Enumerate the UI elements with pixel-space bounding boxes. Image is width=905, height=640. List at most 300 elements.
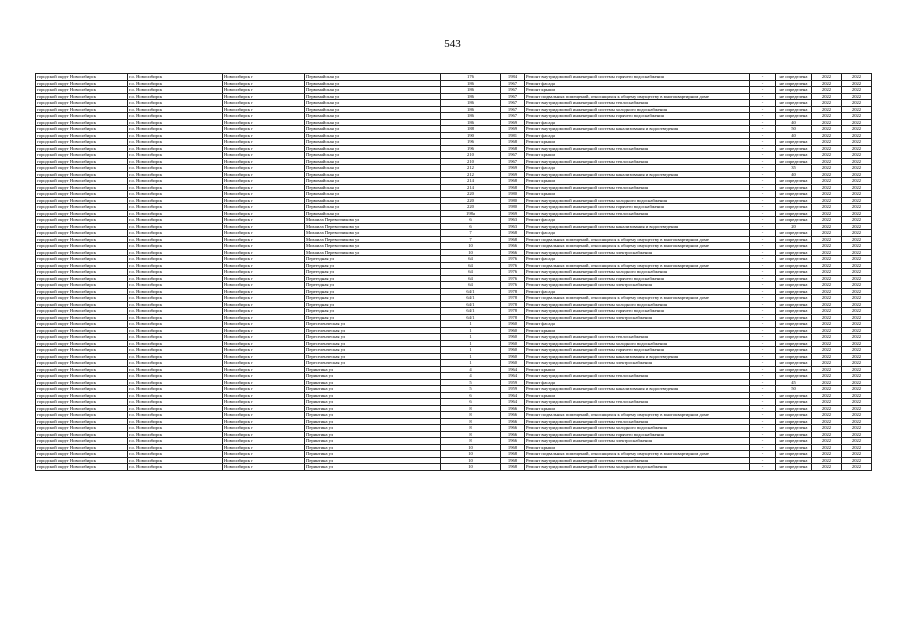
city-district-cell: г.о. Новосибирск	[128, 210, 223, 217]
repair-work-cell: Ремонт крыши	[525, 87, 750, 94]
repair-work-cell: Ремонт внутридомовой инженерной системы электроснабжения	[525, 438, 750, 445]
city-district-cell: г.о. Новосибирск	[128, 223, 223, 230]
repair-work-cell: Ремонт внутридомовой инженерной системы канализования и водоотведения	[525, 353, 750, 360]
house-number-cell: 8	[441, 412, 501, 419]
repair-work-cell: Ремонт крыши	[525, 139, 750, 146]
city-cell: Новосибирск г	[223, 197, 305, 204]
city-district-cell: г.о. Новосибирск	[128, 321, 223, 328]
municipal-district-cell: городской округ Новосибирск	[36, 386, 128, 393]
house-number-cell: 64/1	[441, 295, 501, 302]
city-cell: Новосибирск г	[223, 392, 305, 399]
municipal-district-cell: городской округ Новосибирск	[36, 451, 128, 458]
city-district-cell: г.о. Новосибирск	[128, 425, 223, 432]
house-number-cell: 64/1	[441, 308, 501, 315]
end-year-cell: 2022	[842, 178, 872, 185]
street-cell: Перинтина ул	[305, 418, 441, 425]
end-year-cell: 2022	[842, 327, 872, 334]
municipal-district-cell: городской округ Новосибирск	[36, 379, 128, 386]
house-number-cell: 212	[441, 171, 501, 178]
repair-work-cell: Ремонт внутридомовой инженерной системы теплоснабжения	[525, 399, 750, 406]
end-year-cell: 2022	[842, 217, 872, 224]
street-cell: Перинтина ул	[305, 399, 441, 406]
municipal-district-cell: городской округ Новосибирск	[36, 353, 128, 360]
house-number-cell: 214	[441, 184, 501, 191]
start-year-cell: 2022	[812, 366, 842, 373]
cost-cell: не определена	[776, 80, 812, 87]
house-number-cell: 186	[441, 113, 501, 120]
repair-work-cell: Ремонт подвальных помещений, относящихся к общему имуществу в многоквартирном доме	[525, 236, 750, 243]
cost-cell: не определена	[776, 412, 812, 419]
end-year-cell: 2022	[842, 405, 872, 412]
end-year-cell: 2022	[842, 418, 872, 425]
cost-cell: не определена	[776, 210, 812, 217]
street-cell: Перинтина ул	[305, 386, 441, 393]
end-year-cell: 2022	[842, 457, 872, 464]
city-cell: Новосибирск г	[223, 301, 305, 308]
dash-cell: -	[750, 412, 776, 419]
build-year-cell: 1978	[501, 314, 525, 321]
cost-cell: не определена	[776, 334, 812, 341]
city-cell: Новосибирск г	[223, 405, 305, 412]
city-district-cell: г.о. Новосибирск	[128, 438, 223, 445]
end-year-cell: 2022	[842, 243, 872, 250]
street-cell: Первомайская ул	[305, 80, 441, 87]
city-district-cell: г.о. Новосибирск	[128, 431, 223, 438]
city-cell: Новосибирск г	[223, 204, 305, 211]
dash-cell: -	[750, 392, 776, 399]
street-cell: Переездная ул	[305, 308, 441, 315]
city-district-cell: г.о. Новосибирск	[128, 106, 223, 113]
start-year-cell: 2022	[812, 132, 842, 139]
start-year-cell: 2022	[812, 373, 842, 380]
street-cell: Перинтина ул	[305, 451, 441, 458]
city-cell: Новосибирск г	[223, 113, 305, 120]
municipal-district-cell: городской округ Новосибирск	[36, 165, 128, 172]
house-number-cell: 186	[441, 106, 501, 113]
start-year-cell: 2022	[812, 295, 842, 302]
house-number-cell: 198а	[441, 210, 501, 217]
house-number-cell: 64	[441, 275, 501, 282]
repair-work-cell: Ремонт внутридомовой инженерной системы горячего водоснабжения	[525, 431, 750, 438]
municipal-district-cell: городской округ Новосибирск	[36, 405, 128, 412]
build-year-cell: 1964	[501, 373, 525, 380]
cost-cell: не определена	[776, 184, 812, 191]
city-cell: Новосибирск г	[223, 132, 305, 139]
start-year-cell: 2022	[812, 438, 842, 445]
city-cell: Новосибирск г	[223, 308, 305, 315]
cost-cell: не определена	[776, 425, 812, 432]
end-year-cell: 2022	[842, 93, 872, 100]
city-district-cell: г.о. Новосибирск	[128, 236, 223, 243]
cost-cell: не определена	[776, 392, 812, 399]
start-year-cell: 2022	[812, 314, 842, 321]
house-number-cell: 1	[441, 334, 501, 341]
city-district-cell: г.о. Новосибирск	[128, 119, 223, 126]
city-district-cell: г.о. Новосибирск	[128, 334, 223, 341]
cost-cell: не определена	[776, 100, 812, 107]
city-cell: Новосибирск г	[223, 243, 305, 250]
build-year-cell: 1967	[501, 158, 525, 165]
cost-cell: 35	[776, 165, 812, 172]
start-year-cell: 2022	[812, 308, 842, 315]
repair-work-cell: Ремонт внутридомовой инженерной системы горячего водоснабжения	[525, 204, 750, 211]
street-cell: Перинтина ул	[305, 412, 441, 419]
municipal-district-cell: городской округ Новосибирск	[36, 178, 128, 185]
dash-cell: -	[750, 269, 776, 276]
end-year-cell: 2022	[842, 230, 872, 237]
street-cell: Перинтина ул	[305, 373, 441, 380]
repair-work-cell: Ремонт крыши	[525, 152, 750, 159]
repair-work-cell: Ремонт крыши	[525, 191, 750, 198]
table-row	[36, 464, 872, 471]
city-district-cell: г.о. Новосибирск	[128, 152, 223, 159]
dash-cell: -	[750, 347, 776, 354]
municipal-district-cell: городской округ Новосибирск	[36, 158, 128, 165]
build-year-cell: 1978	[501, 308, 525, 315]
dash-cell: -	[750, 158, 776, 165]
city-district-cell: г.о. Новосибирск	[128, 457, 223, 464]
start-year-cell: 2022	[812, 457, 842, 464]
city-district-cell: г.о. Новосибирск	[128, 405, 223, 412]
repair-work-cell: Ремонт крыши	[525, 178, 750, 185]
dash-cell: -	[750, 262, 776, 269]
house-number-cell: 214	[441, 178, 501, 185]
house-number-cell: 176	[441, 74, 501, 81]
dash-cell: -	[750, 256, 776, 263]
end-year-cell: 2022	[842, 269, 872, 276]
city-cell: Новосибирск г	[223, 340, 305, 347]
start-year-cell: 2022	[812, 418, 842, 425]
city-cell: Новосибирск г	[223, 80, 305, 87]
city-cell: Новосибирск г	[223, 152, 305, 159]
street-cell: Первомайская ул	[305, 152, 441, 159]
city-cell: Новосибирск г	[223, 275, 305, 282]
city-district-cell: г.о. Новосибирск	[128, 347, 223, 354]
house-number-cell: 64	[441, 269, 501, 276]
repair-work-cell: Ремонт фасада	[525, 321, 750, 328]
build-year-cell: 1966	[501, 418, 525, 425]
end-year-cell: 2022	[842, 262, 872, 269]
city-district-cell: г.о. Новосибирск	[128, 464, 223, 471]
repair-work-cell: Ремонт внутридомовой инженерной системы канализования и водоотведения	[525, 386, 750, 393]
start-year-cell: 2022	[812, 431, 842, 438]
start-year-cell: 2022	[812, 386, 842, 393]
city-cell: Новосибирск г	[223, 100, 305, 107]
end-year-cell: 2022	[842, 165, 872, 172]
dash-cell: -	[750, 243, 776, 250]
city-district-cell: г.о. Новосибирск	[128, 100, 223, 107]
dash-cell: -	[750, 288, 776, 295]
dash-cell: -	[750, 139, 776, 146]
municipal-district-cell: городской округ Новосибирск	[36, 223, 128, 230]
street-cell: Переездная ул	[305, 295, 441, 302]
city-district-cell: г.о. Новосибирск	[128, 113, 223, 120]
cost-cell: не определена	[776, 295, 812, 302]
repair-work-cell: Ремонт внутридомовой инженерной системы холодного водоснабжения	[525, 464, 750, 471]
repair-work-cell: Ремонт подвальных помещений, относящихся к общему имуществу в многоквартирном доме	[525, 93, 750, 100]
start-year-cell: 2022	[812, 321, 842, 328]
municipal-district-cell: городской округ Новосибирск	[36, 132, 128, 139]
dash-cell: -	[750, 444, 776, 451]
build-year-cell: 1966	[501, 431, 525, 438]
city-cell: Новосибирск г	[223, 223, 305, 230]
end-year-cell: 2022	[842, 87, 872, 94]
house-number-cell: 5	[441, 379, 501, 386]
house-number-cell: 64	[441, 256, 501, 263]
city-district-cell: г.о. Новосибирск	[128, 360, 223, 367]
city-district-cell: г.о. Новосибирск	[128, 171, 223, 178]
street-cell: Первомайская ул	[305, 87, 441, 94]
cost-cell: не определена	[776, 347, 812, 354]
street-cell: Первомайская ул	[305, 106, 441, 113]
city-district-cell: г.о. Новосибирск	[128, 249, 223, 256]
street-cell: Переездная ул	[305, 275, 441, 282]
page-number: 543	[444, 38, 461, 50]
start-year-cell: 2022	[812, 93, 842, 100]
repair-work-cell: Ремонт внутридомовой инженерной системы теплоснабжения	[525, 210, 750, 217]
cost-cell: не определена	[776, 106, 812, 113]
house-number-cell: 210	[441, 152, 501, 159]
repair-work-cell: Ремонт внутридомовой инженерной системы холодного водоснабжения	[525, 269, 750, 276]
cost-cell: не определена	[776, 87, 812, 94]
end-year-cell: 2022	[842, 223, 872, 230]
end-year-cell: 2022	[842, 236, 872, 243]
start-year-cell: 2022	[812, 119, 842, 126]
start-year-cell: 2022	[812, 451, 842, 458]
repair-work-cell: Ремонт подвальных помещений, относящихся к общему имуществу в многоквартирном доме	[525, 262, 750, 269]
build-year-cell: 1964	[501, 366, 525, 373]
municipal-district-cell: городской округ Новосибирск	[36, 314, 128, 321]
house-number-cell: 210	[441, 158, 501, 165]
municipal-district-cell: городской округ Новосибирск	[36, 308, 128, 315]
street-cell: Переселенческая ул	[305, 360, 441, 367]
end-year-cell: 2022	[842, 249, 872, 256]
dash-cell: -	[750, 210, 776, 217]
end-year-cell: 2022	[842, 184, 872, 191]
house-number-cell: 64/1	[441, 314, 501, 321]
house-number-cell: 64	[441, 262, 501, 269]
house-number-cell: 4	[441, 366, 501, 373]
end-year-cell: 2022	[842, 113, 872, 120]
end-year-cell: 2022	[842, 379, 872, 386]
city-cell: Новосибирск г	[223, 158, 305, 165]
city-district-cell: г.о. Новосибирск	[128, 399, 223, 406]
cost-cell: не определена	[776, 191, 812, 198]
end-year-cell: 2022	[842, 321, 872, 328]
dash-cell: -	[750, 405, 776, 412]
cost-cell: не определена	[776, 438, 812, 445]
street-cell: Первомайская ул	[305, 100, 441, 107]
cost-cell: не определена	[776, 262, 812, 269]
start-year-cell: 2022	[812, 360, 842, 367]
street-cell: Михаила Перевозчикова ул	[305, 236, 441, 243]
end-year-cell: 2022	[842, 132, 872, 139]
municipal-district-cell: городской округ Новосибирск	[36, 243, 128, 250]
start-year-cell: 2022	[812, 282, 842, 289]
cost-cell: 40	[776, 132, 812, 139]
city-district-cell: г.о. Новосибирск	[128, 392, 223, 399]
end-year-cell: 2022	[842, 386, 872, 393]
cost-cell: 50	[776, 386, 812, 393]
house-number-cell: 8	[441, 431, 501, 438]
dash-cell: -	[750, 191, 776, 198]
build-year-cell: 1976	[501, 275, 525, 282]
street-cell: Перинтина ул	[305, 444, 441, 451]
municipal-district-cell: городской округ Новосибирск	[36, 256, 128, 263]
repair-work-cell: Ремонт крыши	[525, 405, 750, 412]
start-year-cell: 2022	[812, 87, 842, 94]
dash-cell: -	[750, 308, 776, 315]
start-year-cell: 2022	[812, 262, 842, 269]
city-cell: Новосибирск г	[223, 314, 305, 321]
cost-cell: не определена	[776, 178, 812, 185]
start-year-cell: 2022	[812, 256, 842, 263]
house-number-cell: 212	[441, 165, 501, 172]
build-year-cell: 1964	[501, 399, 525, 406]
end-year-cell: 2022	[842, 275, 872, 282]
start-year-cell: 2022	[812, 210, 842, 217]
repair-work-cell: Ремонт внутридомовой инженерной системы канализования и водоотведения	[525, 126, 750, 133]
repair-work-cell: Ремонт внутридомовой инженерной системы электроснабжения	[525, 249, 750, 256]
house-number-cell: 186	[441, 80, 501, 87]
start-year-cell: 2022	[812, 178, 842, 185]
city-district-cell: г.о. Новосибирск	[128, 379, 223, 386]
dash-cell: -	[750, 165, 776, 172]
build-year-cell: 1960	[501, 340, 525, 347]
street-cell: Первомайская ул	[305, 171, 441, 178]
start-year-cell: 2022	[812, 425, 842, 432]
city-district-cell: г.о. Новосибирск	[128, 87, 223, 94]
start-year-cell: 2022	[812, 275, 842, 282]
repair-work-cell: Ремонт фасада	[525, 165, 750, 172]
dash-cell: -	[750, 340, 776, 347]
municipal-district-cell: городской округ Новосибирск	[36, 204, 128, 211]
city-cell: Новосибирск г	[223, 262, 305, 269]
street-cell: Переселенческая ул	[305, 334, 441, 341]
repair-work-cell: Ремонт внутридомовой инженерной системы канализования и водоотведения	[525, 223, 750, 230]
street-cell: Первомайская ул	[305, 184, 441, 191]
house-number-cell: 8	[441, 438, 501, 445]
repair-work-cell: Ремонт внутридомовой инженерной системы канализования и водоотведения	[525, 171, 750, 178]
dash-cell: -	[750, 178, 776, 185]
city-cell: Новосибирск г	[223, 119, 305, 126]
dash-cell: -	[750, 171, 776, 178]
repair-work-cell: Ремонт крыши	[525, 366, 750, 373]
dash-cell: -	[750, 126, 776, 133]
build-year-cell: 1960	[501, 321, 525, 328]
city-district-cell: г.о. Новосибирск	[128, 353, 223, 360]
city-cell: Новосибирск г	[223, 74, 305, 81]
city-district-cell: г.о. Новосибирск	[128, 366, 223, 373]
municipal-district-cell: городской округ Новосибирск	[36, 282, 128, 289]
start-year-cell: 2022	[812, 145, 842, 152]
city-cell: Новосибирск г	[223, 236, 305, 243]
repair-work-cell: Ремонт фасада	[525, 256, 750, 263]
cost-cell: не определена	[776, 399, 812, 406]
start-year-cell: 2022	[812, 230, 842, 237]
end-year-cell: 2022	[842, 74, 872, 81]
city-district-cell: г.о. Новосибирск	[128, 93, 223, 100]
city-district-cell: г.о. Новосибирск	[128, 132, 223, 139]
dash-cell: -	[750, 106, 776, 113]
repair-work-cell: Ремонт подвальных помещений, относящихся к общему имуществу в многоквартирном доме	[525, 295, 750, 302]
city-district-cell: г.о. Новосибирск	[128, 139, 223, 146]
municipal-district-cell: городской округ Новосибирск	[36, 295, 128, 302]
build-year-cell: 1976	[501, 269, 525, 276]
street-cell: Переездная ул	[305, 269, 441, 276]
cost-cell: не определена	[776, 243, 812, 250]
build-year-cell: 1967	[501, 106, 525, 113]
city-cell: Новосибирск г	[223, 353, 305, 360]
city-cell: Новосибирск г	[223, 139, 305, 146]
city-cell: Новосибирск г	[223, 327, 305, 334]
end-year-cell: 2022	[842, 360, 872, 367]
start-year-cell: 2022	[812, 334, 842, 341]
build-year-cell: 1966	[501, 412, 525, 419]
start-year-cell: 2022	[812, 223, 842, 230]
cost-cell: не определена	[776, 418, 812, 425]
repair-work-cell: Ремонт внутридомовой инженерной системы холодного водоснабжения	[525, 425, 750, 432]
house-number-cell: 186	[441, 93, 501, 100]
street-cell: Первомайская ул	[305, 178, 441, 185]
build-year-cell: 1969	[501, 119, 525, 126]
street-cell: Михаила Перевозчикова ул	[305, 223, 441, 230]
city-cell: Новосибирск г	[223, 438, 305, 445]
dash-cell: -	[750, 100, 776, 107]
municipal-district-cell: городской округ Новосибирск	[36, 444, 128, 451]
street-cell: Первомайская ул	[305, 197, 441, 204]
repair-work-cell: Ремонт внутридомовой инженерной системы горячего водоснабжения	[525, 74, 750, 81]
house-number-cell: 1	[441, 347, 501, 354]
dash-cell: -	[750, 418, 776, 425]
repair-work-cell: Ремонт внутридомовой инженерной системы электроснабжения	[525, 360, 750, 367]
repair-work-cell: Ремонт внутридомовой инженерной системы горячего водоснабжения	[525, 308, 750, 315]
cost-cell: не определена	[776, 360, 812, 367]
start-year-cell: 2022	[812, 269, 842, 276]
city-cell: Новосибирск г	[223, 379, 305, 386]
city-cell: Новосибирск г	[223, 425, 305, 432]
cost-cell: 45	[776, 379, 812, 386]
city-cell: Новосибирск г	[223, 184, 305, 191]
street-cell: Первомайская ул	[305, 139, 441, 146]
repair-work-cell: Ремонт внутридомовой инженерной системы теплоснабжения	[525, 373, 750, 380]
cost-cell: 40	[776, 171, 812, 178]
street-cell: Перинтина ул	[305, 392, 441, 399]
dash-cell: -	[750, 74, 776, 81]
house-number-cell: 220	[441, 204, 501, 211]
city-cell: Новосибирск г	[223, 145, 305, 152]
city-district-cell: г.о. Новосибирск	[128, 80, 223, 87]
cost-cell: не определена	[776, 249, 812, 256]
cost-cell: не определена	[776, 256, 812, 263]
municipal-district-cell: городской округ Новосибирск	[36, 425, 128, 432]
street-cell: Переселенческая ул	[305, 340, 441, 347]
end-year-cell: 2022	[842, 282, 872, 289]
repair-work-cell: Ремонт крыши	[525, 444, 750, 451]
house-number-cell: 7	[441, 236, 501, 243]
municipal-district-cell: городской округ Новосибирск	[36, 210, 128, 217]
dash-cell: -	[750, 373, 776, 380]
city-cell: Новосибирск г	[223, 178, 305, 185]
house-number-cell: 64/1	[441, 288, 501, 295]
city-cell: Новосибирск г	[223, 412, 305, 419]
end-year-cell: 2022	[842, 295, 872, 302]
city-district-cell: г.о. Новосибирск	[128, 444, 223, 451]
city-district-cell: г.о. Новосибирск	[128, 74, 223, 81]
city-cell: Новосибирск г	[223, 457, 305, 464]
repair-work-cell: Ремонт внутридомовой инженерной системы теплоснабжения	[525, 100, 750, 107]
repair-work-cell: Ремонт внутридомовой инженерной системы электроснабжения	[525, 314, 750, 321]
